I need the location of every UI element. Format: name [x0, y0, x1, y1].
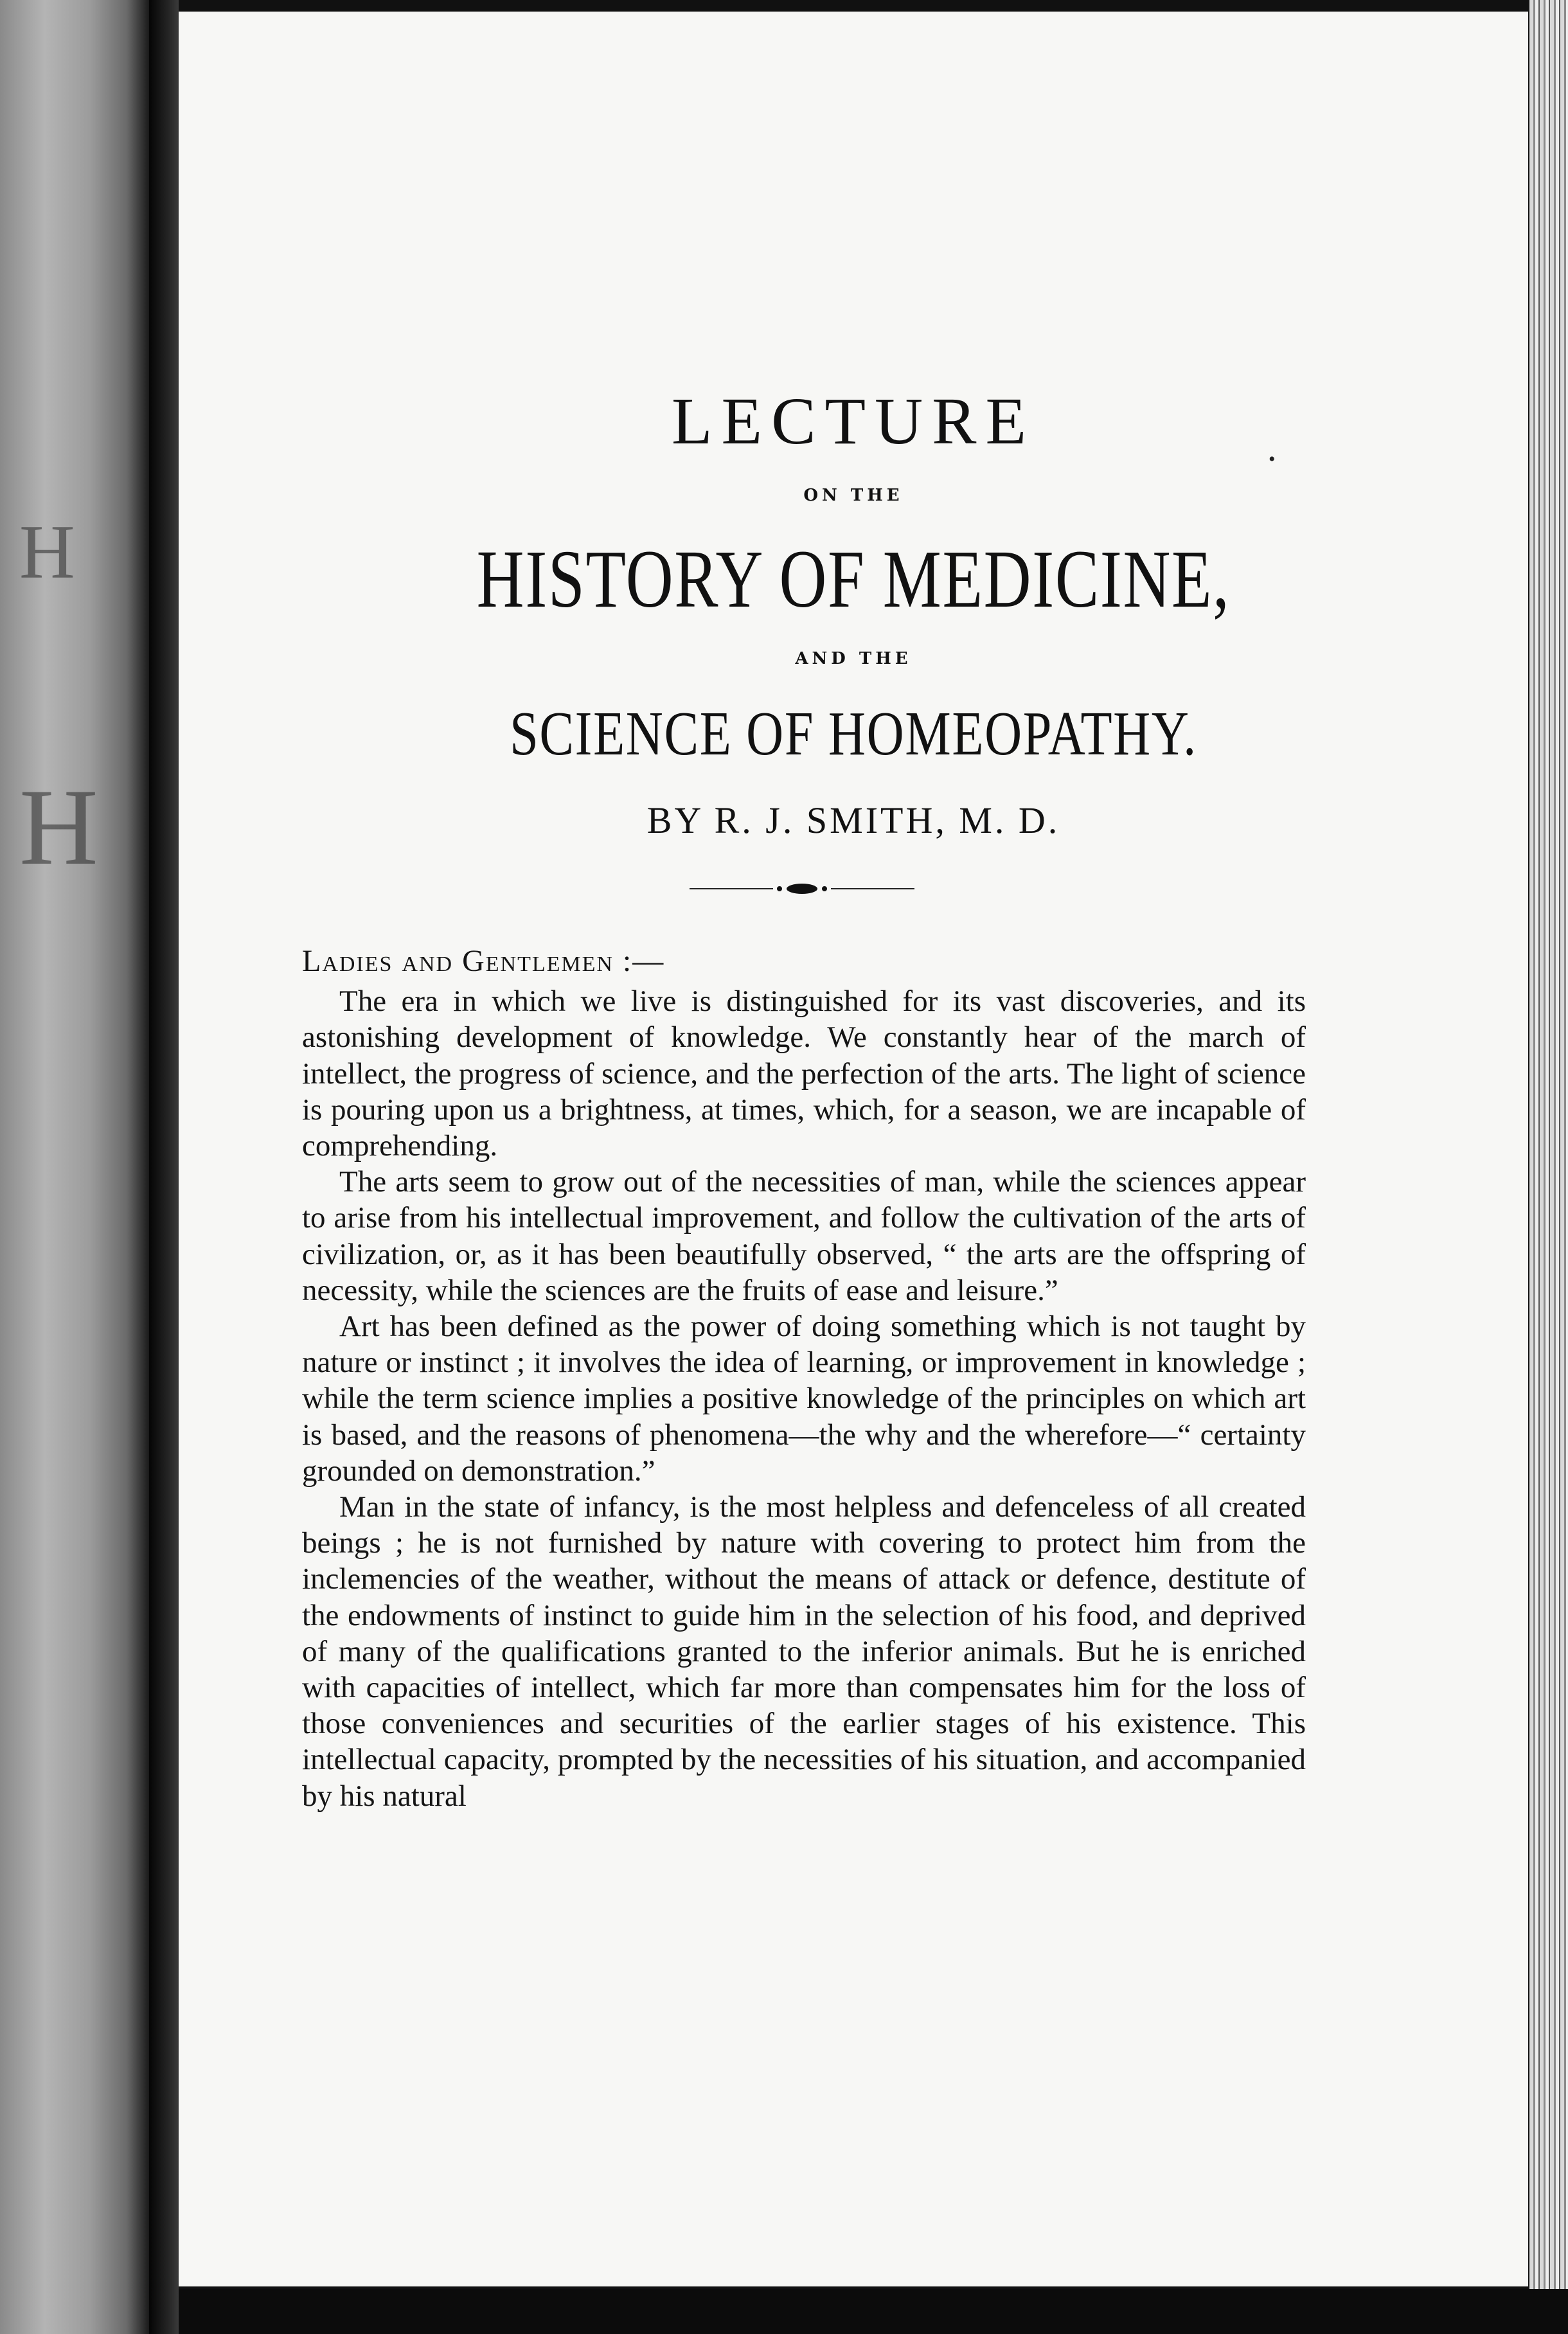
- book-gutter: [149, 0, 179, 2334]
- title-connector-2: AND THE: [795, 649, 912, 668]
- paragraph: The era in which we live is distinguished for its vast discoveries, and its astonishing development of knowledge. We constantly hear of the march of intellect, the progress of science, and the perfection of the arts. The light of science is pouring upon us a brightness, at times, which, for a season, we are incapable of comprehending.: [302, 984, 1306, 1163]
- author-byline: BY R. J. SMITH, M. D.: [646, 799, 1060, 841]
- adjacent-page-fragment: H: [19, 767, 98, 887]
- page-title: LECTURE: [672, 384, 1035, 458]
- page-stack-edge: [1529, 0, 1568, 2334]
- lecture-text: [302, 943, 1306, 1814]
- title-page: [179, 12, 1528, 2286]
- paragraph: The arts seem to grow out of the necessities of man, while the sciences appear to arise from his intellectual improvement, and follow the cultivation of the arts of civilization, or, as it has been beautifully observed, “ the arts are the offspring of necessity, while the sciences are the fruits of ease and leisure.”: [302, 1165, 1306, 1307]
- ornament-divider: [690, 880, 914, 897]
- scan-border: [179, 2289, 1568, 2334]
- salutation: Ladies and Gentlemen :—: [302, 944, 665, 978]
- title-subject-2: SCIENCE OF HOMEOPATHY.: [510, 699, 1197, 769]
- paragraph: Man in the state of infancy, is the most helpless and defenceless of all created beings ; he is not furnished by nature with covering to protect him from the inclemencies of the weather, without the means of attack or defence, destitute of the endowments of instinct to guide him in the selection of his food, and deprived of many of the qualifications granted to the inferior animals. But he is enriched with capacities of intellect, which far more than compensates him for the loss of those conveniences and securities of the earlier stages of his existence. This intellectual capacity, prompted by the necessities of his situation, and accompanied by his natural: [302, 1490, 1306, 1813]
- adjacent-page-edge: [0, 0, 149, 2334]
- ink-speck: •: [1269, 449, 1276, 470]
- title-subject: HISTORY OF MEDICINE,: [476, 533, 1231, 625]
- paragraph: Art has been defined as the power of doing something which is not taught by nature or instinct ; it involves the idea of learning, or improvement in knowledge ; while the term science implies a positive knowledge of the principles on which art is based, and the reasons of phenomena—the why and the wherefore—“ certainty grounded on demonstration.”: [302, 1310, 1306, 1488]
- title-connector: ON THE: [803, 486, 904, 505]
- adjacent-page-fragment: H: [19, 509, 75, 594]
